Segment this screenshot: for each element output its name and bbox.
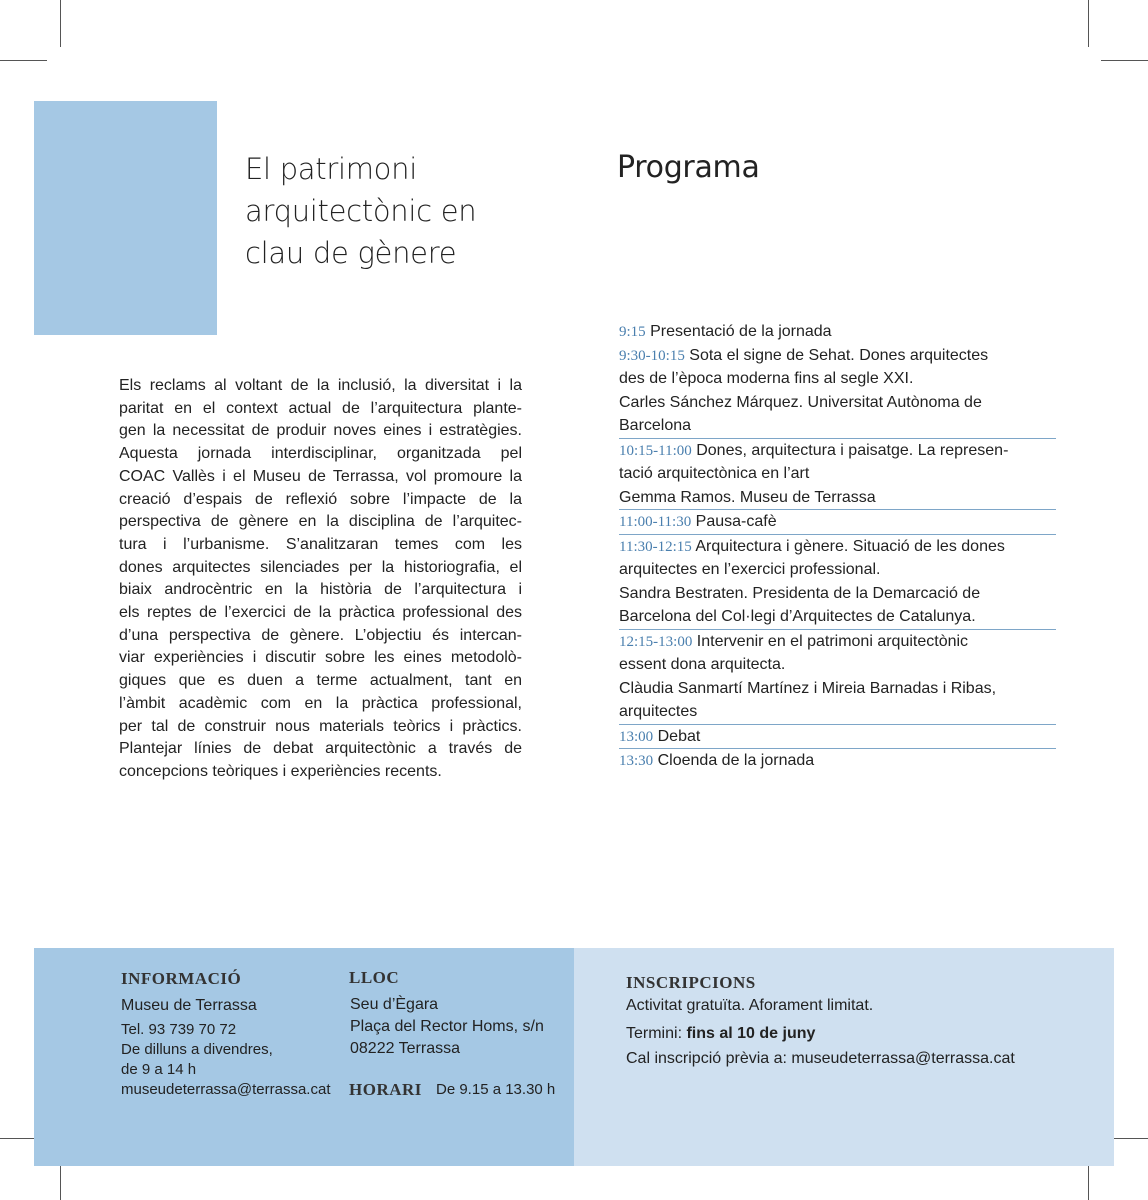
program-text: Dones, arquitectura i paisatge. La represen-: [691, 441, 1009, 459]
lloc-heading: LLOC: [349, 968, 400, 987]
program-time: 13:30: [619, 753, 654, 769]
crop-mark: [1101, 60, 1148, 61]
crop-mark: [60, 0, 61, 47]
program-list: [619, 320, 1056, 773]
horari-heading: HORARI: [349, 1080, 422, 1099]
program-line: [619, 367, 1056, 391]
program-time: 9:30-10:15: [619, 347, 685, 364]
program-text: Barcelona: [619, 417, 692, 434]
program-text: Sandra Bestraten. Presidenta de la Demarcació de: [619, 584, 981, 602]
program-text: arquitectes en l’exercici professional.: [619, 561, 881, 578]
inscripcions-termini: [626, 1024, 815, 1044]
intro-line: COAC Vallès i el Museu de Terrassa, vol promoure la: [119, 467, 522, 485]
program-time: 9:15: [619, 324, 646, 340]
intro-line: tura i l’urbanisme. S’analitzaran temes com les: [119, 535, 522, 553]
intro-line: creació d’espais de reflexió sobre l’impacte de la: [119, 490, 522, 508]
info-tel: Tel. 93 739 70 72: [121, 1021, 237, 1038]
program-line: [619, 582, 1056, 606]
info-days: De dilluns a divendres,: [121, 1041, 273, 1058]
program-text: tació arquitectònica en l’art: [619, 465, 810, 482]
program-line: [619, 391, 1056, 415]
program-text: des de l’època moderna fins al segle XXI.: [619, 370, 914, 387]
program-text: Intervenir en el patrimoni arquitectònic: [692, 632, 969, 650]
intro-line: els reptes de l’exercici de la pràctica professional des: [119, 604, 522, 622]
intro-line: l’àmbit acadèmic com en la pràctica professional,: [119, 694, 522, 712]
program-line: [619, 558, 1056, 582]
intro-line: Plantejar línies de debat arquitectònic a través de: [119, 740, 522, 758]
horari-value: De 9.15 a 13.30 h: [436, 1081, 556, 1098]
program-line: [619, 534, 1056, 559]
program-line: [619, 629, 1056, 654]
intro-line: Els reclams al voltant de la inclusió, la diversitat i la: [119, 377, 522, 394]
program-time: 12:15-13:00: [619, 633, 693, 650]
program-time: 10:15-11:00: [619, 442, 692, 459]
intro-line: gen la necessitat de produir noves eines i estratègies.: [119, 422, 522, 440]
title-line: El patrimoni: [245, 152, 417, 186]
program-line: [619, 462, 1056, 486]
program-line: [619, 748, 1056, 773]
program-line: [619, 486, 1056, 510]
lloc-line3: 08222 Terrassa: [350, 1040, 460, 1057]
intro-line: concepcions teòriques i experiències recents.: [119, 762, 442, 780]
program-text: Presentació de la jornada: [645, 323, 832, 340]
program-line: [619, 653, 1056, 677]
intro-line: biaix androcèntric en la història de l’arquitectura i: [119, 581, 522, 599]
info-museum: Museu de Terrassa: [121, 997, 257, 1014]
lloc-line2: Plaça del Rector Homs, s/n: [350, 1018, 544, 1035]
intro-line: per tal de construir nous materials teòrics i pràctics.: [119, 717, 522, 735]
crop-mark: [0, 60, 47, 61]
decorative-blue-block: [34, 101, 217, 335]
program-line: [619, 344, 1056, 368]
program-line: [619, 414, 1056, 438]
program-text: Barcelona del Col·legi d’Arquitectes de Catalunya.: [619, 608, 976, 625]
page-title: [245, 148, 575, 274]
info-heading: INFORMACIÓ: [121, 969, 242, 988]
program-text: Carles Sánchez Márquez. Universitat Autònoma de: [619, 393, 982, 411]
intro-line: d’una perspectiva de gènere. L’objectiu és intercan-: [119, 626, 522, 644]
program-text: Clàudia Sanmartí Martínez i Mireia Barnadas i Ribas,: [619, 679, 997, 697]
info-email[interactable]: museudeterrassa@terrassa.cat: [121, 1081, 331, 1098]
program-text: Cloenda de la jornada: [653, 752, 815, 769]
program-text: Debat: [653, 727, 701, 745]
intro-line: dones arquitectes silenciades per la historiografia, el: [119, 558, 522, 576]
info-hours: de 9 a 14 h: [121, 1061, 197, 1078]
intro-line: viar experiències i discutir sobre les eines metodolò-: [119, 649, 522, 667]
program-line: [619, 700, 1056, 724]
intro-line: giques que es duen a terme actualment, tant en: [119, 672, 522, 690]
program-text: Arquitectura i gènere. Situació de les dones: [691, 537, 1005, 555]
intro-line: perspectiva de gènere en la disciplina de l’arquitec-: [119, 513, 522, 531]
program-line: [619, 320, 1056, 344]
program-line: [619, 724, 1056, 749]
program-line: [619, 438, 1056, 463]
termini-label: Termini:: [626, 1025, 687, 1042]
program-text: Gemma Ramos. Museu de Terrassa: [619, 488, 876, 506]
program-line: [619, 677, 1056, 701]
program-time: 11:30-12:15: [619, 538, 692, 555]
program-time: 13:00: [619, 728, 654, 745]
program-text: Pausa-cafè: [691, 513, 777, 530]
programa-heading: Programa: [617, 150, 760, 185]
inscripcions-line3: Cal inscripció prèvia a: museudeterrassa@terrassa.cat: [626, 1050, 1015, 1067]
lloc-line1: Seu d’Ègara: [350, 996, 439, 1013]
program-line: [619, 605, 1056, 629]
program-time: 11:00-11:30: [619, 514, 692, 530]
title-line: clau de gènere: [245, 236, 457, 270]
inscripcions-line1: Activitat gratuïta. Aforament limitat.: [626, 997, 874, 1014]
title-line: arquitectònic en: [245, 194, 477, 228]
program-text: essent dona arquitecta.: [619, 656, 786, 673]
program-text: arquitectes: [619, 703, 698, 720]
inscripcions-heading: INSCRIPCIONS: [626, 973, 756, 992]
intro-line: paritat en el context actual de l’arquitectura plante-: [119, 399, 522, 417]
crop-mark: [1088, 0, 1089, 47]
intro-line: Aquesta jornada interdisciplinar, organitzada pel: [119, 445, 522, 463]
program-text: Sota el signe de Sehat. Dones arquitectes: [684, 346, 989, 364]
footer-info-panel: [34, 948, 574, 1166]
intro-paragraph: [119, 375, 522, 784]
termini-value: fins al 10 de juny: [686, 1025, 816, 1042]
program-line: [619, 509, 1056, 534]
